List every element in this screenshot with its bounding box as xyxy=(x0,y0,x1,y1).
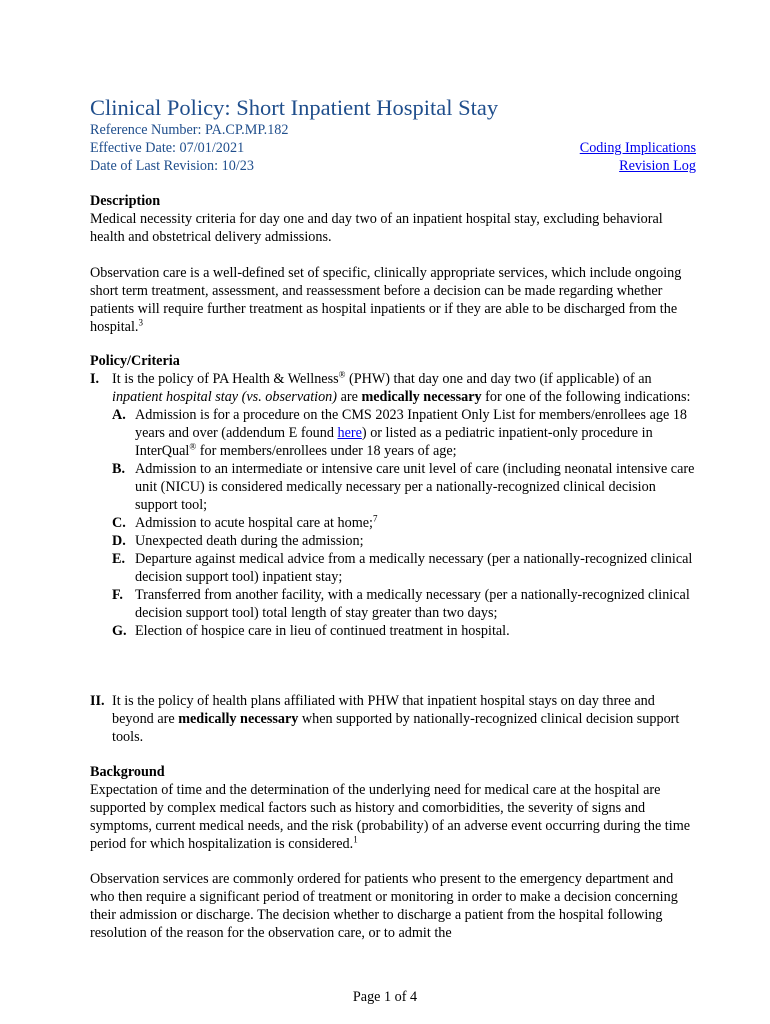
list-item: E. Departure against medical advice from a medically necessary (per a nationally-recognized clinical decision support tool) inpatient stay; xyxy=(112,551,693,585)
policy-heading: Policy/Criteria xyxy=(90,353,180,369)
effective-date: Effective Date: 07/01/2021 xyxy=(90,140,245,156)
criterion-ii-block xyxy=(90,692,696,746)
list-item: G. Election of hospice care in lieu of continued treatment in hospital. xyxy=(112,623,510,639)
criterion-i: I. It is the policy of PA Health & Wellness® (PHW) that day one and day two (if applicable) of an inpatient hospital stay (vs. observation) are medically necessary for one of the following indications: A. Admission is for a procedure on the CMS 2023 Inpatient Only List for members/enrollees age 18 years and over (addendum E found here) or listed as a pediatric inpatient-only procedure in InterQual® for members/enrollees under 18 years of age; B. Admission to an intermediate or intensive care unit level of care (including neonatal intensive care unit (NICU) is considered medically necessary per a nationally-recognized clinical decision support tool; C. Admission to acute hospital care at home;$^7$ D. Unexpected death during the admission; E. Departure against medical advice from a medically necessary (per a nationally-recognized clinical decision support tool) inpatient stay; F. Transferred from another facility, with a medically necessary (per a nationally-recognized clinical decision support tool) total length of stay greater than two days; G. Election of hospice care in lieu of continued treatment in hospital. xyxy=(90,369,695,639)
background-heading: Background xyxy=(90,764,165,780)
list-item: D. Unexpected death during the admission; xyxy=(112,533,364,549)
criterion-number: I. xyxy=(90,371,100,387)
coding-implications-link[interactable]: Coding Implications xyxy=(579,140,696,156)
addendum-e-link[interactable]: here xyxy=(337,425,362,441)
criterion-i-subitems xyxy=(112,406,696,640)
policy-criteria-section xyxy=(90,352,696,640)
description-section xyxy=(90,192,696,246)
list-item: F. Transferred from another facility, with a medically necessary (per a nationally-recognized clinical decision support tool) total length of stay greater than two days; xyxy=(112,587,690,621)
page-number: Page 1 of 4 xyxy=(352,989,418,1005)
reference-number: Reference Number: PA.CP.MP.182 xyxy=(90,122,289,138)
observation-text: Observation care is a well-defined set of specific, clinically appropriate services, which include ongoing short term treatment, assessment, and reassessment before a decision can be made regarding whether patients will require further treatment as hospital inpatients or if they are able to be discharged from the hospital. xyxy=(90,265,682,335)
observation-services-paragraph: Observation services are commonly ordered for patients who present to the emergency department and who then require a significant period of treatment or monitoring in order to make a decision concerning their admission or discharge. The decision whether to discharge a patient from the hospital following resolution of the reason for the observation care, or to admit the xyxy=(90,871,678,941)
list-item: B. Admission to an intermediate or intensive care unit level of care (including neonatal intensive care unit (NICU) is considered medically necessary per a nationally-recognized clinical decision support tool; xyxy=(112,461,695,513)
list-item: C. Admission to acute hospital care at home;$^7$ xyxy=(112,513,378,531)
last-revision-date: Date of Last Revision: 10/23 xyxy=(90,158,254,174)
footnote-ref: 3 xyxy=(138,317,143,328)
page-title: Clinical Policy: Short Inpatient Hospital Stay xyxy=(90,95,499,120)
description-paragraph: Medical necessity criteria for day one and day two of an inpatient hospital stay, excluding behavioral health and obstetrical delivery admissions. xyxy=(90,211,663,245)
footnote-ref: 1 xyxy=(353,834,358,845)
criterion-number: II. xyxy=(90,693,105,709)
list-item: A. Admission is for a procedure on the CMS 2023 Inpatient Only List for members/enrollees age 18 years and over (addendum E found here) or listed as a pediatric inpatient-only procedure in InterQual® for members/enrollees under 18 years of age; xyxy=(112,407,688,459)
background-section xyxy=(90,763,696,853)
policy-metadata xyxy=(90,121,288,175)
revision-log-link[interactable]: Revision Log xyxy=(619,158,696,174)
background-paragraph: Expectation of time and the determination of the underlying need for medical care at the hospital are supported by complex medical factors such as history and comorbidities, the severity of signs and symptoms, current medical needs, and the risk (probability) of an adverse event occurring during the time period for which hospitalization is considered. xyxy=(90,782,691,852)
criterion-ii: II. It is the policy of health plans affiliated with PHW that inpatient hospital stays on day three and beyond are medically necessary when supported by nationally-recognized clinical decision support tools. xyxy=(90,693,680,745)
observation-paragraph xyxy=(90,264,696,336)
header-links xyxy=(580,139,696,175)
description-heading: Description xyxy=(90,193,161,209)
